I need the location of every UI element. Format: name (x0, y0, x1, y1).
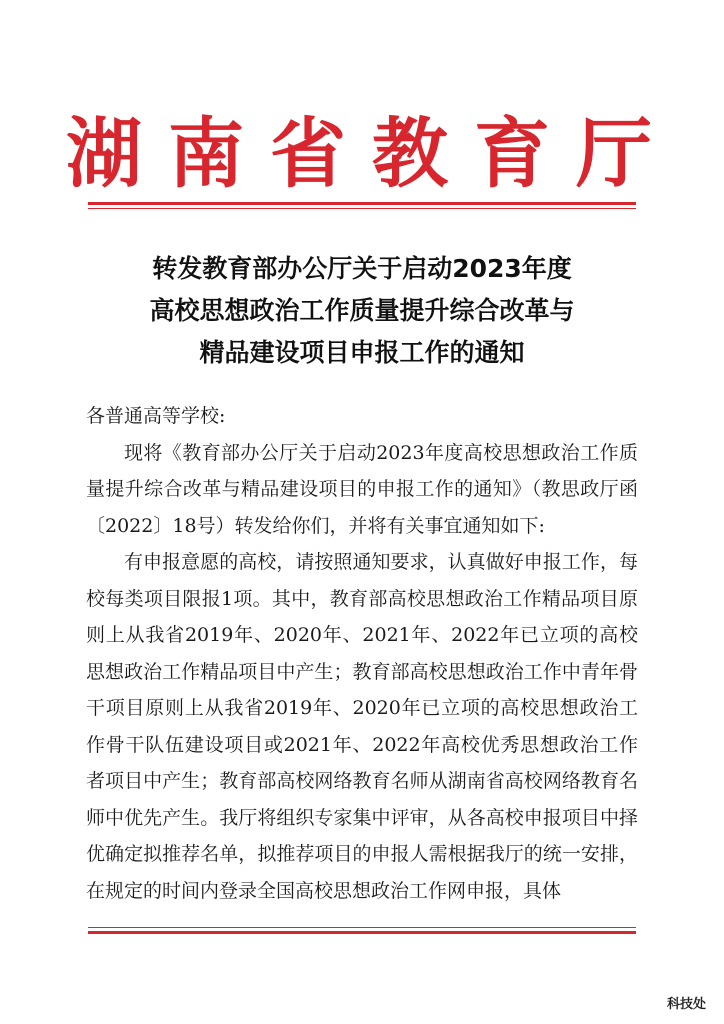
header-rule-thick (88, 202, 636, 205)
header-rule-thin (88, 208, 636, 209)
department-mark: 科技处 (666, 997, 706, 1012)
document-body (86, 398, 638, 909)
title-line-3: 精品建设项目申报工作的通知 (199, 338, 525, 367)
paragraph-2: 有申报意愿的高校，请按照通知要求，认真做好申报工作，每校每类项目限报1项。其中，教育部高校思想政治工作精品项目原则上从我省2019年、2020年、2021年、2022年已立项的高校思想政治工作精品项目中产生；教育部高校思想政治工作中青年骨干项目原则上从我省2019年、2020年已立项的高校思想政治工作骨干队伍建设项目或2021年、2022年高校优秀思想政治工作者项目中产生；教育部高校网络教育名师从湖南省高校网络教育名师中优先产生。我厅将组织专家集中评审，从各高校申报项目中择优确定拟推荐名单，拟推荐项目的申报人需根据我厅的统一安排，在规定的时间内登录全国高校思想政治工作网申报，具体 (86, 551, 638, 902)
title-line-2: 高校思想政治工作质量提升综合改革与 (149, 296, 575, 325)
footer-rule-thick (88, 931, 636, 934)
title-line-1: 转发教育部办公厅关于启动2023年度 (152, 254, 572, 283)
salutation: 各普通高等学校: (86, 405, 226, 427)
footer-rule-thin (88, 927, 636, 928)
paragraph-1: 现将《教育部办公厅关于启动2023年度高校思想政治工作质量提升综合改革与精品建设项目的申报工作的通知》（教思政厅函〔2022〕18号）转发给你们，并将有关事宜通知如下: (86, 441, 638, 537)
masthead-org-name: 湖南省教育厅 (66, 109, 678, 198)
document-title (60, 248, 664, 374)
